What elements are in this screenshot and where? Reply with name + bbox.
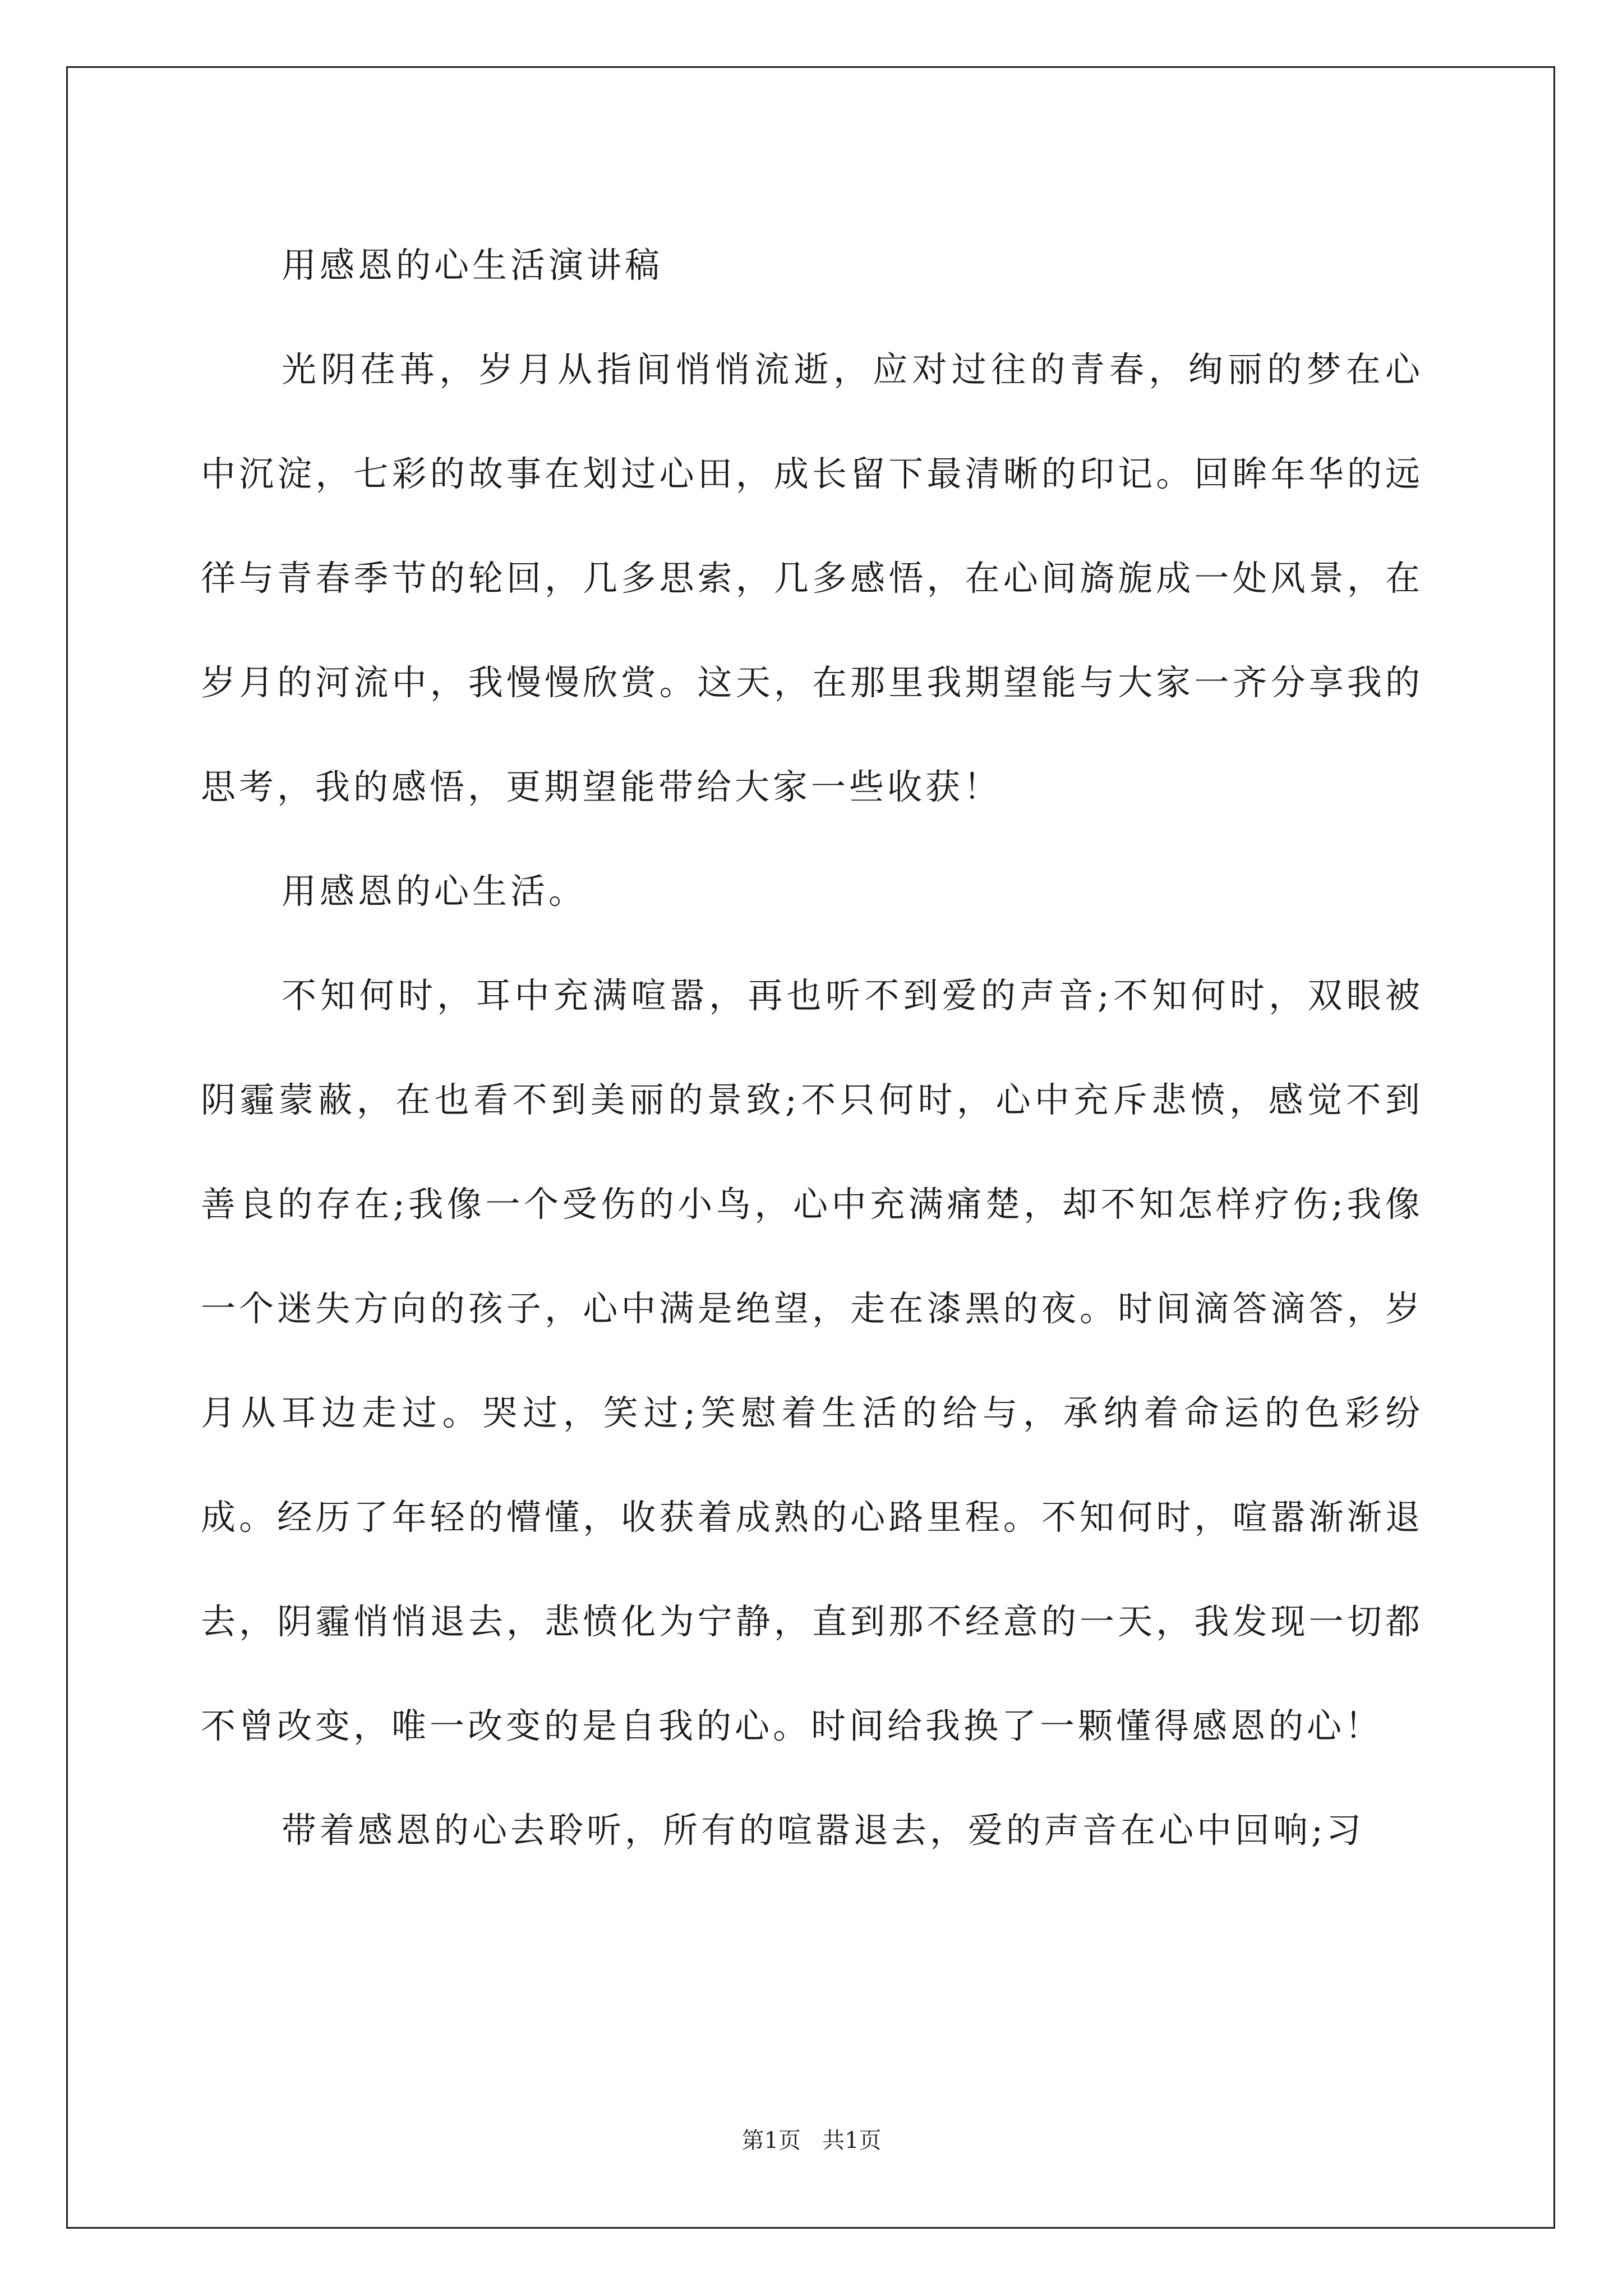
paragraph-3: 不知何时，耳中充满喧嚣，再也听不到爱的声音;不知何时，双眼被阴霾蒙蔽，在也看不到美丽的景致;不只何时，心中充斥悲愤，感觉不到善良的存在;我像一个受伤的小鸟，心中充满痛楚，却不知怎样疗伤;我像一个迷失方向的孩子，心中满是绝望，走在漆黑的夜。时间滴答滴答，岁月从耳边走过。哭过，笑过;笑慰着生活的给与，承纳着命运的色彩纷成。经历了年轻的懵懂，收获着成熟的心路里程。不知何时，喧嚣渐渐退去，阴霾悄悄退去，悲愤化为宁静，直到那不经意的一天，我发现一切都不曾改变，唯一改变的是自我的心。时间给我换了一颗懂得感恩的心！ <box>201 975 1423 1746</box>
document-title: 用感恩的心生活演讲稿 <box>282 245 663 286</box>
page-number: 第1页 <box>741 2128 801 2154</box>
page-total: 共1页 <box>822 2128 882 2154</box>
page-footer <box>0 2127 1623 2154</box>
paragraph-4: 带着感恩的心去聆听，所有的喧嚣退去，爱的声音在心中回响;习 <box>282 1810 1364 1851</box>
paragraph-2: 用感恩的心生活。 <box>282 871 587 912</box>
paragraph-1: 光阴荏苒，岁月从指间悄悄流逝，应对过往的青春，绚丽的梦在心中沉淀，七彩的故事在划过心田，成长留下最清晰的印记。回眸年华的远徉与青春季节的轮回，几多思索，几多感悟，在心间旖旎成一处风景，在岁月的河流中，我慢慢欣赏。这天，在那里我期望能与大家一齐分享我的思考，我的感悟，更期望能带给大家一些收获！ <box>201 349 1423 807</box>
document-body <box>201 213 1423 1883</box>
